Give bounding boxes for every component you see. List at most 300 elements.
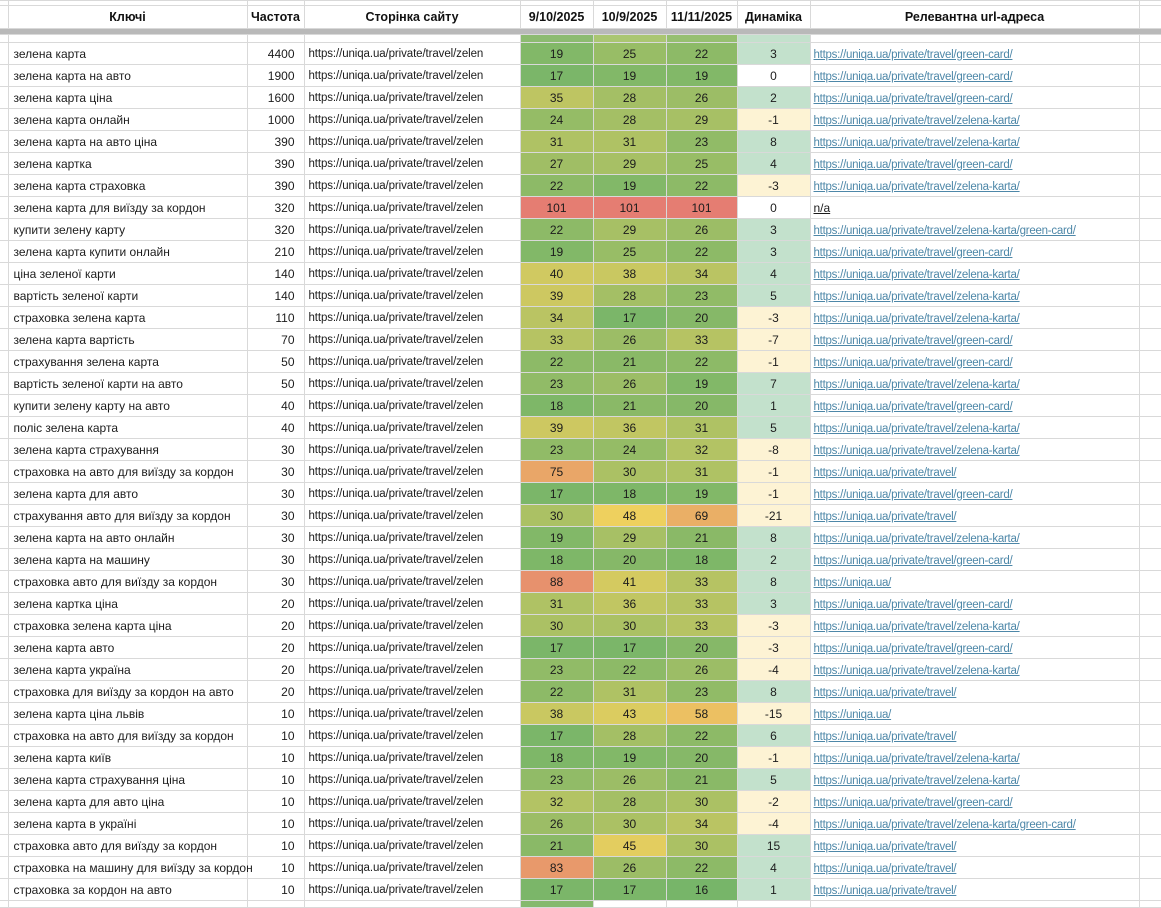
frequency-cell[interactable]: 210 bbox=[247, 241, 304, 263]
cell-empty[interactable] bbox=[0, 769, 8, 791]
rank-cell[interactable]: 23 bbox=[666, 285, 737, 307]
url-cell[interactable] bbox=[810, 813, 1139, 835]
frequency-cell[interactable]: 1000 bbox=[247, 109, 304, 131]
cell-empty[interactable] bbox=[0, 87, 8, 109]
cell-empty[interactable] bbox=[1139, 879, 1161, 901]
keyword-cell[interactable]: зелена карта ціна львів bbox=[8, 703, 247, 725]
rank-cell[interactable]: 17 bbox=[520, 483, 593, 505]
rank-cell[interactable]: 20 bbox=[593, 549, 666, 571]
keyword-cell[interactable]: зелена карта bbox=[8, 43, 247, 65]
cell-empty[interactable] bbox=[810, 35, 1139, 43]
cell-empty[interactable] bbox=[247, 35, 304, 43]
rank-cell[interactable]: 30 bbox=[520, 505, 593, 527]
page-cell[interactable]: https://uniqa.ua/private/travel/zelen bbox=[304, 285, 520, 307]
frequency-cell[interactable]: 30 bbox=[247, 571, 304, 593]
cell-empty[interactable] bbox=[1139, 109, 1161, 131]
cell-empty[interactable] bbox=[1139, 747, 1161, 769]
rank-cell[interactable]: 28 bbox=[593, 725, 666, 747]
page-cell[interactable]: https://uniqa.ua/private/travel/zelen bbox=[304, 615, 520, 637]
column-header-url[interactable]: Релевантна url-адреса bbox=[810, 6, 1139, 29]
dynamics-cell[interactable]: 2 bbox=[737, 549, 810, 571]
frequency-cell[interactable]: 20 bbox=[247, 659, 304, 681]
url-cell[interactable] bbox=[810, 571, 1139, 593]
cell-empty[interactable] bbox=[0, 307, 8, 329]
page-cell[interactable]: https://uniqa.ua/private/travel/zelen bbox=[304, 65, 520, 87]
url-link[interactable]: https://uniqa.ua/private/travel/green-card/ bbox=[813, 92, 1013, 105]
frequency-cell[interactable]: 390 bbox=[247, 175, 304, 197]
rank-cell[interactable]: 19 bbox=[520, 241, 593, 263]
rank-cell[interactable]: 21 bbox=[666, 769, 737, 791]
url-link[interactable]: https://uniqa.ua/private/travel/zelena-karta/ bbox=[813, 312, 1020, 325]
dynamics-cell[interactable]: 1 bbox=[737, 395, 810, 417]
cell-empty[interactable] bbox=[1139, 659, 1161, 681]
cell-empty[interactable] bbox=[1139, 241, 1161, 263]
frequency-cell[interactable]: 1900 bbox=[247, 65, 304, 87]
url-cell[interactable] bbox=[810, 483, 1139, 505]
rank-cell[interactable]: 32 bbox=[666, 439, 737, 461]
dynamics-cell[interactable]: -1 bbox=[737, 483, 810, 505]
frequency-cell[interactable]: 140 bbox=[247, 263, 304, 285]
rank-cell[interactable]: 33 bbox=[666, 329, 737, 351]
cell-empty[interactable] bbox=[0, 461, 8, 483]
keyword-cell[interactable]: купити зелену карту на авто bbox=[8, 395, 247, 417]
keyword-cell[interactable]: зелена карта в україні bbox=[8, 813, 247, 835]
url-link[interactable]: https://uniqa.ua/private/travel/zelena-karta/ bbox=[813, 378, 1020, 391]
rank-cell[interactable]: 32 bbox=[520, 791, 593, 813]
cell-empty[interactable] bbox=[1139, 307, 1161, 329]
rank-cell[interactable]: 88 bbox=[520, 571, 593, 593]
dynamics-cell[interactable]: 8 bbox=[737, 131, 810, 153]
frequency-cell[interactable]: 10 bbox=[247, 703, 304, 725]
keyword-cell[interactable]: страховка авто для виїзду за кордон bbox=[8, 571, 247, 593]
cell-empty[interactable] bbox=[1139, 153, 1161, 175]
rank-cell[interactable]: 19 bbox=[520, 527, 593, 549]
dynamics-cell[interactable]: 4 bbox=[737, 153, 810, 175]
rank-cell[interactable]: 19 bbox=[520, 43, 593, 65]
frequency-cell[interactable]: 390 bbox=[247, 131, 304, 153]
cell-empty[interactable] bbox=[0, 857, 8, 879]
rank-cell[interactable]: 17 bbox=[593, 879, 666, 901]
url-link[interactable]: https://uniqa.ua/private/travel/green-card/ bbox=[813, 334, 1013, 347]
rank-cell[interactable]: 19 bbox=[593, 175, 666, 197]
dynamics-cell[interactable]: -3 bbox=[737, 637, 810, 659]
cell-empty[interactable] bbox=[0, 197, 8, 219]
url-link[interactable]: https://uniqa.ua/private/travel/green-card/ bbox=[813, 488, 1013, 501]
keyword-cell[interactable]: страховка зелена карта bbox=[8, 307, 247, 329]
rank-cell[interactable]: 28 bbox=[593, 109, 666, 131]
page-cell[interactable]: https://uniqa.ua/private/travel/zelen bbox=[304, 505, 520, 527]
url-cell[interactable] bbox=[810, 703, 1139, 725]
cell-empty[interactable] bbox=[1139, 615, 1161, 637]
keyword-cell[interactable]: зелена карта купити онлайн bbox=[8, 241, 247, 263]
cell-empty[interactable] bbox=[1139, 637, 1161, 659]
page-cell[interactable]: https://uniqa.ua/private/travel/zelen bbox=[304, 703, 520, 725]
cell-empty[interactable] bbox=[0, 109, 8, 131]
keyword-cell[interactable]: страховка авто для виїзду за кордон bbox=[8, 835, 247, 857]
url-na[interactable]: n/a bbox=[813, 200, 831, 215]
frequency-cell[interactable]: 320 bbox=[247, 219, 304, 241]
cell-empty[interactable] bbox=[0, 813, 8, 835]
page-cell[interactable]: https://uniqa.ua/private/travel/zelen bbox=[304, 439, 520, 461]
url-link[interactable]: https://uniqa.ua/private/travel/ bbox=[813, 840, 957, 853]
url-cell[interactable] bbox=[810, 637, 1139, 659]
rank-cell[interactable]: 31 bbox=[666, 417, 737, 439]
cell-empty[interactable] bbox=[1139, 219, 1161, 241]
cell-empty[interactable] bbox=[1139, 6, 1161, 29]
frequency-cell[interactable]: 40 bbox=[247, 395, 304, 417]
cell-empty[interactable] bbox=[0, 131, 8, 153]
rank-cell[interactable]: 30 bbox=[666, 835, 737, 857]
cell-empty[interactable] bbox=[0, 65, 8, 87]
rank-cell[interactable]: 22 bbox=[666, 725, 737, 747]
rank-cell-partial[interactable] bbox=[666, 35, 737, 43]
cell-empty[interactable] bbox=[0, 263, 8, 285]
url-cell[interactable] bbox=[810, 65, 1139, 87]
rank-cell[interactable]: 36 bbox=[593, 593, 666, 615]
page-cell[interactable]: https://uniqa.ua/private/travel/zelen bbox=[304, 263, 520, 285]
rank-cell[interactable]: 25 bbox=[666, 153, 737, 175]
url-cell[interactable] bbox=[810, 879, 1139, 901]
dynamics-cell[interactable]: -1 bbox=[737, 109, 810, 131]
page-cell[interactable]: https://uniqa.ua/private/travel/zelen bbox=[304, 747, 520, 769]
cell-empty[interactable] bbox=[810, 901, 1139, 908]
cell-empty[interactable] bbox=[593, 901, 666, 908]
rank-cell[interactable]: 27 bbox=[520, 153, 593, 175]
page-cell[interactable]: https://uniqa.ua/private/travel/zelen bbox=[304, 725, 520, 747]
dynamics-cell[interactable]: 4 bbox=[737, 857, 810, 879]
keyword-cell[interactable]: страхування зелена карта bbox=[8, 351, 247, 373]
dynamics-cell[interactable]: -2 bbox=[737, 791, 810, 813]
rank-cell[interactable]: 18 bbox=[666, 549, 737, 571]
rank-cell[interactable]: 22 bbox=[666, 175, 737, 197]
dynamics-cell[interactable]: 15 bbox=[737, 835, 810, 857]
rank-cell[interactable]: 19 bbox=[666, 65, 737, 87]
cell-empty[interactable] bbox=[1139, 263, 1161, 285]
url-cell[interactable] bbox=[810, 505, 1139, 527]
rank-cell[interactable]: 18 bbox=[520, 549, 593, 571]
keyword-cell[interactable]: зелена карта онлайн bbox=[8, 109, 247, 131]
cell-empty[interactable] bbox=[1139, 527, 1161, 549]
url-cell[interactable] bbox=[810, 417, 1139, 439]
dynamics-cell[interactable]: -3 bbox=[737, 615, 810, 637]
page-cell[interactable]: https://uniqa.ua/private/travel/zelen bbox=[304, 197, 520, 219]
cell-empty[interactable] bbox=[0, 351, 8, 373]
url-cell[interactable] bbox=[810, 351, 1139, 373]
url-cell[interactable] bbox=[810, 263, 1139, 285]
dynamics-cell[interactable]: 2 bbox=[737, 87, 810, 109]
url-link[interactable]: https://uniqa.ua/private/travel/ bbox=[813, 686, 957, 699]
keyword-cell[interactable]: вартість зеленої карти bbox=[8, 285, 247, 307]
rank-cell[interactable]: 21 bbox=[593, 351, 666, 373]
rank-cell[interactable]: 19 bbox=[666, 483, 737, 505]
url-cell[interactable] bbox=[810, 527, 1139, 549]
cell-empty[interactable] bbox=[1139, 197, 1161, 219]
url-cell[interactable] bbox=[810, 593, 1139, 615]
dynamics-cell[interactable]: 5 bbox=[737, 417, 810, 439]
rank-cell[interactable]: 22 bbox=[520, 351, 593, 373]
url-cell[interactable] bbox=[810, 329, 1139, 351]
frequency-cell[interactable]: 110 bbox=[247, 307, 304, 329]
rank-cell[interactable]: 29 bbox=[593, 527, 666, 549]
cell-empty[interactable] bbox=[0, 681, 8, 703]
cell-empty[interactable] bbox=[0, 747, 8, 769]
url-cell[interactable] bbox=[810, 835, 1139, 857]
url-link[interactable]: https://uniqa.ua/private/travel/green-card/ bbox=[813, 356, 1013, 369]
rank-cell[interactable]: 83 bbox=[520, 857, 593, 879]
page-cell[interactable]: https://uniqa.ua/private/travel/zelen bbox=[304, 43, 520, 65]
rank-cell[interactable]: 22 bbox=[666, 241, 737, 263]
rank-cell[interactable]: 35 bbox=[520, 87, 593, 109]
cell-empty[interactable] bbox=[0, 527, 8, 549]
frequency-cell[interactable]: 30 bbox=[247, 505, 304, 527]
rank-cell[interactable]: 38 bbox=[520, 703, 593, 725]
keyword-cell[interactable]: поліс зелена карта bbox=[8, 417, 247, 439]
frequency-cell[interactable]: 50 bbox=[247, 351, 304, 373]
page-cell[interactable]: https://uniqa.ua/private/travel/zelen bbox=[304, 681, 520, 703]
cell-empty[interactable] bbox=[0, 615, 8, 637]
rank-cell[interactable]: 101 bbox=[666, 197, 737, 219]
keyword-cell[interactable]: страховка зелена карта ціна bbox=[8, 615, 247, 637]
page-cell[interactable]: https://uniqa.ua/private/travel/zelen bbox=[304, 131, 520, 153]
keyword-cell[interactable]: зелена карта ціна bbox=[8, 87, 247, 109]
url-link[interactable]: https://uniqa.ua/private/travel/green-card/ bbox=[813, 246, 1013, 259]
url-cell[interactable] bbox=[810, 219, 1139, 241]
keyword-cell[interactable]: зелена карта авто bbox=[8, 637, 247, 659]
url-link[interactable]: https://uniqa.ua/private/travel/green-card/ bbox=[813, 796, 1013, 809]
rank-cell[interactable]: 31 bbox=[593, 131, 666, 153]
rank-cell[interactable]: 18 bbox=[520, 747, 593, 769]
column-header-date2[interactable]: 10/9/2025 bbox=[593, 6, 666, 29]
cell-empty[interactable] bbox=[0, 637, 8, 659]
keyword-cell[interactable]: вартість зеленої карти на авто bbox=[8, 373, 247, 395]
url-link[interactable]: https://uniqa.ua/ bbox=[813, 576, 892, 589]
url-link[interactable]: https://uniqa.ua/private/travel/zelena-karta/ bbox=[813, 114, 1020, 127]
frequency-cell[interactable]: 10 bbox=[247, 725, 304, 747]
rank-cell[interactable]: 19 bbox=[593, 747, 666, 769]
rank-cell[interactable]: 22 bbox=[520, 175, 593, 197]
cell-empty[interactable] bbox=[1139, 461, 1161, 483]
rank-cell[interactable]: 58 bbox=[666, 703, 737, 725]
page-cell[interactable]: https://uniqa.ua/private/travel/zelen bbox=[304, 241, 520, 263]
page-cell[interactable]: https://uniqa.ua/private/travel/zelen bbox=[304, 637, 520, 659]
rank-cell[interactable]: 23 bbox=[520, 769, 593, 791]
page-cell[interactable]: https://uniqa.ua/private/travel/zelen bbox=[304, 329, 520, 351]
rank-cell[interactable]: 26 bbox=[666, 659, 737, 681]
frequency-cell[interactable]: 320 bbox=[247, 197, 304, 219]
rank-cell[interactable]: 16 bbox=[666, 879, 737, 901]
keyword-cell[interactable]: зелена карта страхування ціна bbox=[8, 769, 247, 791]
url-link[interactable]: https://uniqa.ua/private/travel/ bbox=[813, 510, 957, 523]
column-header-date3[interactable]: 11/11/2025 bbox=[666, 6, 737, 29]
column-header-keyword[interactable]: Ключі bbox=[8, 6, 247, 29]
cell-empty[interactable] bbox=[1139, 549, 1161, 571]
keyword-cell[interactable]: купити зелену карту bbox=[8, 219, 247, 241]
frequency-cell[interactable]: 20 bbox=[247, 681, 304, 703]
keyword-cell[interactable]: зелена карта страхування bbox=[8, 439, 247, 461]
url-link[interactable]: https://uniqa.ua/private/travel/ bbox=[813, 466, 957, 479]
url-link[interactable]: https://uniqa.ua/private/travel/zelena-karta/ bbox=[813, 444, 1020, 457]
frequency-cell[interactable]: 140 bbox=[247, 285, 304, 307]
rank-cell[interactable]: 24 bbox=[593, 439, 666, 461]
frequency-cell[interactable]: 10 bbox=[247, 813, 304, 835]
page-cell[interactable]: https://uniqa.ua/private/travel/zelen bbox=[304, 571, 520, 593]
url-cell[interactable] bbox=[810, 461, 1139, 483]
rank-cell[interactable]: 17 bbox=[593, 637, 666, 659]
keyword-cell[interactable]: страховка на авто для виїзду за кордон bbox=[8, 461, 247, 483]
url-cell[interactable] bbox=[810, 615, 1139, 637]
rank-cell-partial[interactable] bbox=[520, 35, 593, 43]
page-cell[interactable]: https://uniqa.ua/private/travel/zelen bbox=[304, 879, 520, 901]
url-link[interactable]: https://uniqa.ua/private/travel/zelena-karta/ bbox=[813, 752, 1020, 765]
rank-cell[interactable]: 26 bbox=[593, 329, 666, 351]
cell-empty[interactable] bbox=[0, 439, 8, 461]
rank-cell[interactable]: 33 bbox=[666, 615, 737, 637]
rank-cell[interactable]: 22 bbox=[520, 219, 593, 241]
frequency-cell[interactable]: 10 bbox=[247, 747, 304, 769]
rank-cell[interactable]: 30 bbox=[593, 813, 666, 835]
cell-empty[interactable] bbox=[0, 395, 8, 417]
rank-cell[interactable]: 23 bbox=[520, 659, 593, 681]
url-cell[interactable] bbox=[810, 373, 1139, 395]
dynamics-cell[interactable]: 8 bbox=[737, 681, 810, 703]
url-cell[interactable] bbox=[810, 769, 1139, 791]
frequency-cell[interactable]: 10 bbox=[247, 791, 304, 813]
cell-empty[interactable] bbox=[0, 35, 8, 43]
dynamics-cell[interactable]: 3 bbox=[737, 241, 810, 263]
dynamics-cell[interactable]: 3 bbox=[737, 219, 810, 241]
rank-cell[interactable]: 26 bbox=[666, 87, 737, 109]
url-cell[interactable] bbox=[810, 307, 1139, 329]
column-header-dynamics[interactable]: Динаміка bbox=[737, 6, 810, 29]
dynamics-cell[interactable]: -3 bbox=[737, 307, 810, 329]
rank-cell[interactable]: 20 bbox=[666, 395, 737, 417]
cell-empty[interactable] bbox=[0, 175, 8, 197]
frequency-cell[interactable]: 30 bbox=[247, 439, 304, 461]
frequency-cell[interactable]: 1600 bbox=[247, 87, 304, 109]
rank-cell[interactable]: 30 bbox=[520, 615, 593, 637]
page-cell[interactable]: https://uniqa.ua/private/travel/zelen bbox=[304, 395, 520, 417]
cell-empty[interactable] bbox=[1139, 681, 1161, 703]
column-header-page[interactable]: Сторінка сайту bbox=[304, 6, 520, 29]
cell-empty[interactable] bbox=[0, 219, 8, 241]
rank-cell[interactable]: 26 bbox=[666, 219, 737, 241]
dynamics-cell[interactable]: 1 bbox=[737, 879, 810, 901]
rank-cell[interactable]: 30 bbox=[593, 615, 666, 637]
dynamics-cell[interactable]: 3 bbox=[737, 43, 810, 65]
rank-cell[interactable]: 17 bbox=[520, 637, 593, 659]
cell-empty[interactable] bbox=[8, 901, 247, 908]
url-link[interactable]: https://uniqa.ua/private/travel/green-card/ bbox=[813, 400, 1013, 413]
rank-cell[interactable]: 69 bbox=[666, 505, 737, 527]
cell-empty[interactable] bbox=[0, 879, 8, 901]
column-header-date1[interactable]: 9/10/2025 bbox=[520, 6, 593, 29]
page-cell[interactable]: https://uniqa.ua/private/travel/zelen bbox=[304, 483, 520, 505]
page-cell[interactable]: https://uniqa.ua/private/travel/zelen bbox=[304, 857, 520, 879]
rank-cell-partial[interactable] bbox=[593, 35, 666, 43]
rank-cell[interactable]: 23 bbox=[666, 131, 737, 153]
rank-cell[interactable]: 26 bbox=[520, 813, 593, 835]
url-link[interactable]: https://uniqa.ua/private/travel/zelena-karta/green-card/ bbox=[813, 818, 1076, 831]
rank-cell[interactable]: 22 bbox=[666, 351, 737, 373]
rank-cell[interactable]: 23 bbox=[520, 373, 593, 395]
rank-cell[interactable]: 34 bbox=[666, 813, 737, 835]
rank-cell[interactable]: 45 bbox=[593, 835, 666, 857]
rank-cell[interactable]: 21 bbox=[520, 835, 593, 857]
cell-empty[interactable] bbox=[0, 659, 8, 681]
url-link[interactable]: https://uniqa.ua/private/travel/zelena-karta/ bbox=[813, 620, 1020, 633]
rank-cell[interactable]: 34 bbox=[666, 263, 737, 285]
rank-cell[interactable]: 22 bbox=[593, 659, 666, 681]
frequency-cell[interactable]: 40 bbox=[247, 417, 304, 439]
rank-cell[interactable]: 22 bbox=[666, 43, 737, 65]
rank-cell[interactable]: 28 bbox=[593, 87, 666, 109]
frequency-cell[interactable]: 20 bbox=[247, 615, 304, 637]
frequency-cell[interactable]: 30 bbox=[247, 461, 304, 483]
rank-cell[interactable]: 31 bbox=[666, 461, 737, 483]
cell-empty[interactable] bbox=[0, 153, 8, 175]
rank-cell[interactable]: 31 bbox=[520, 131, 593, 153]
keyword-cell[interactable]: ціна зеленої карти bbox=[8, 263, 247, 285]
cell-empty[interactable] bbox=[0, 593, 8, 615]
rank-cell[interactable]: 33 bbox=[666, 593, 737, 615]
dynamics-cell[interactable]: 7 bbox=[737, 373, 810, 395]
rank-cell[interactable]: 28 bbox=[593, 285, 666, 307]
url-link[interactable]: https://uniqa.ua/private/travel/ bbox=[813, 730, 957, 743]
rank-cell[interactable]: 29 bbox=[593, 219, 666, 241]
cell-empty[interactable] bbox=[1139, 373, 1161, 395]
frequency-cell[interactable]: 20 bbox=[247, 637, 304, 659]
url-cell[interactable] bbox=[810, 439, 1139, 461]
keyword-cell[interactable]: зелена картка ціна bbox=[8, 593, 247, 615]
url-cell[interactable] bbox=[810, 153, 1139, 175]
frequency-cell[interactable]: 10 bbox=[247, 835, 304, 857]
cell-empty[interactable] bbox=[247, 901, 304, 908]
cell-empty[interactable] bbox=[1139, 835, 1161, 857]
rank-cell[interactable]: 17 bbox=[520, 725, 593, 747]
url-link[interactable]: https://uniqa.ua/private/travel/ bbox=[813, 862, 957, 875]
rank-cell[interactable]: 18 bbox=[520, 395, 593, 417]
url-cell[interactable] bbox=[810, 87, 1139, 109]
cell-empty[interactable] bbox=[0, 483, 8, 505]
dynamics-cell[interactable]: 6 bbox=[737, 725, 810, 747]
rank-cell[interactable]: 40 bbox=[520, 263, 593, 285]
page-cell[interactable]: https://uniqa.ua/private/travel/zelen bbox=[304, 153, 520, 175]
cell-empty[interactable] bbox=[1139, 439, 1161, 461]
rank-cell[interactable]: 43 bbox=[593, 703, 666, 725]
dynamics-cell[interactable]: 0 bbox=[737, 65, 810, 87]
url-cell[interactable] bbox=[810, 109, 1139, 131]
dynamics-cell[interactable]: 5 bbox=[737, 285, 810, 307]
url-link[interactable]: https://uniqa.ua/private/travel/zelena-karta/green-card/ bbox=[813, 224, 1076, 237]
rank-cell[interactable]: 18 bbox=[593, 483, 666, 505]
keyword-cell[interactable]: зелена карта на авто ціна bbox=[8, 131, 247, 153]
rank-cell[interactable]: 21 bbox=[666, 527, 737, 549]
url-cell[interactable] bbox=[810, 857, 1139, 879]
rank-cell[interactable]: 26 bbox=[593, 373, 666, 395]
frequency-cell[interactable]: 4400 bbox=[247, 43, 304, 65]
url-cell[interactable] bbox=[810, 747, 1139, 769]
cell-empty[interactable] bbox=[304, 35, 520, 43]
url-link[interactable]: https://uniqa.ua/private/travel/zelena-karta/ bbox=[813, 268, 1020, 281]
rank-cell[interactable]: 19 bbox=[593, 65, 666, 87]
page-cell[interactable]: https://uniqa.ua/private/travel/zelen bbox=[304, 87, 520, 109]
url-link[interactable]: https://uniqa.ua/private/travel/zelena-karta/ bbox=[813, 290, 1020, 303]
cell-empty[interactable] bbox=[1139, 43, 1161, 65]
cell-empty[interactable] bbox=[0, 791, 8, 813]
dynamics-cell[interactable]: -3 bbox=[737, 175, 810, 197]
cell-empty[interactable] bbox=[1139, 483, 1161, 505]
cell-empty[interactable] bbox=[1139, 593, 1161, 615]
